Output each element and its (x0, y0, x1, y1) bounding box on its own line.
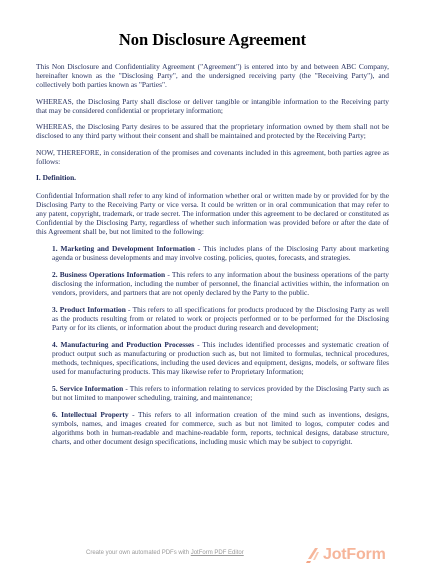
footer (0, 545, 425, 565)
jotform-logo[interactable] (306, 545, 386, 565)
list-item (52, 410, 389, 446)
list-item-label: 3. Product Information (52, 304, 126, 314)
jotform-logo-text: JotForm (323, 546, 386, 563)
definition-paragraph: Confidential Information shall refer to any kind of information whether oral or written made by or provided for by the Disclosing Party to the Receiving Party or vice versa. It could be written or in oral communication that may refer to any patent, copyright, trademark, or trade secret. The information under this agreement to be declared or constituted as Confidential by the Disclosing Party, regardless of whether such information was provided before or after the date of this Agreement shall be, but not limited to the following: (36, 191, 389, 236)
list-item (52, 384, 389, 402)
jotform-pdf-editor-link[interactable]: JotForm PDF Editor (190, 550, 244, 556)
list-item-label: 2. Business Operations Information (52, 269, 166, 279)
footer-caption: Create your own automated PDFs with (86, 550, 191, 556)
list-item-text: - This includes identified processes and systematic creation of product output such as manufacturing or production such as, but not limited to formulas, technical procedures, methods, techniques, specifications, including the used devices and equipment, designs, models, or software files used for manufacturing products. This may likewise refer to Proprietary Information; (52, 339, 389, 376)
section-heading: I. Definition. (36, 173, 77, 182)
list-item (52, 244, 389, 262)
list-item-label: 5. Service Information (52, 383, 124, 393)
whereas-paragraph-1: WHEREAS, the Disclosing Party shall disclose or deliver tangible or intangible information to the Receiving party that may be considered confidential or proprietary information; (36, 96, 389, 115)
document-title: Non Disclosure Agreement (118, 30, 307, 49)
list-item (52, 270, 389, 297)
list-item-text: - This includes plans of the Disclosing Party about marketing agenda or business developments and may involve costing, policies, quotes, forecasts, and strategies. (52, 243, 389, 262)
list-item (52, 305, 389, 332)
list-item-text: - This refers to information relating to services provided by the Disclosing Party such as but not limited to manpower scheduling, training, and maintenance; (52, 383, 389, 402)
now-therefore-paragraph: NOW, THEREFORE, in consideration of the promises and covenants included in this agreement, both parties agree as follows: (36, 147, 389, 166)
document-page (36, 30, 389, 454)
jotform-logo-icon (306, 547, 320, 563)
list-item-text: - This refers to all information creation of the mind such as inventions, designs, symbols, names, and images created for commerce, such as but not limited to logos, computer codes and algorithms both in human-readable and machine-readable form, reports, technical designs, database structure, charts, and other document design specifications, including music which may be subject to copyright. (52, 409, 389, 446)
whereas-paragraph-2: WHEREAS, the Disclosing Party desires to be assured that the proprietary information owned by them shall not be disclosed to any third party without their consent and shall be maintained and protected by the Receiving Party; (36, 122, 389, 140)
footer-text (86, 550, 244, 556)
list-item-text: - This refers to all specifications for products produced by the Disclosing Party as well as the products resulting from or related to work or projects performed or to be performed for the Disclosing Party or for its clients, or information about the product during research and development; (52, 304, 389, 332)
list-item (52, 340, 389, 376)
list-item-text: - This refers to any information about the business operations of the party disclosing the information, including the number of personnel, the financial activities within, the information on vendors, providers, and partners that are not openly declared by the Party to the public. (52, 269, 390, 297)
list-item-label: 4. Manufacturing and Production Processes (52, 339, 195, 349)
list-item-label: 1. Marketing and Development Information (52, 243, 195, 253)
intro-paragraph: This Non Disclosure and Confidentiality Agreement ("Agreement") is entered into by and between ABC Company, hereinafter known as the "Disclosing Party", and the undersigned receiving party (the "Receiving Party"), and collectively both parties known as "Parties". (36, 62, 389, 89)
list-item-label: 6. Intellectual Property (52, 409, 129, 419)
